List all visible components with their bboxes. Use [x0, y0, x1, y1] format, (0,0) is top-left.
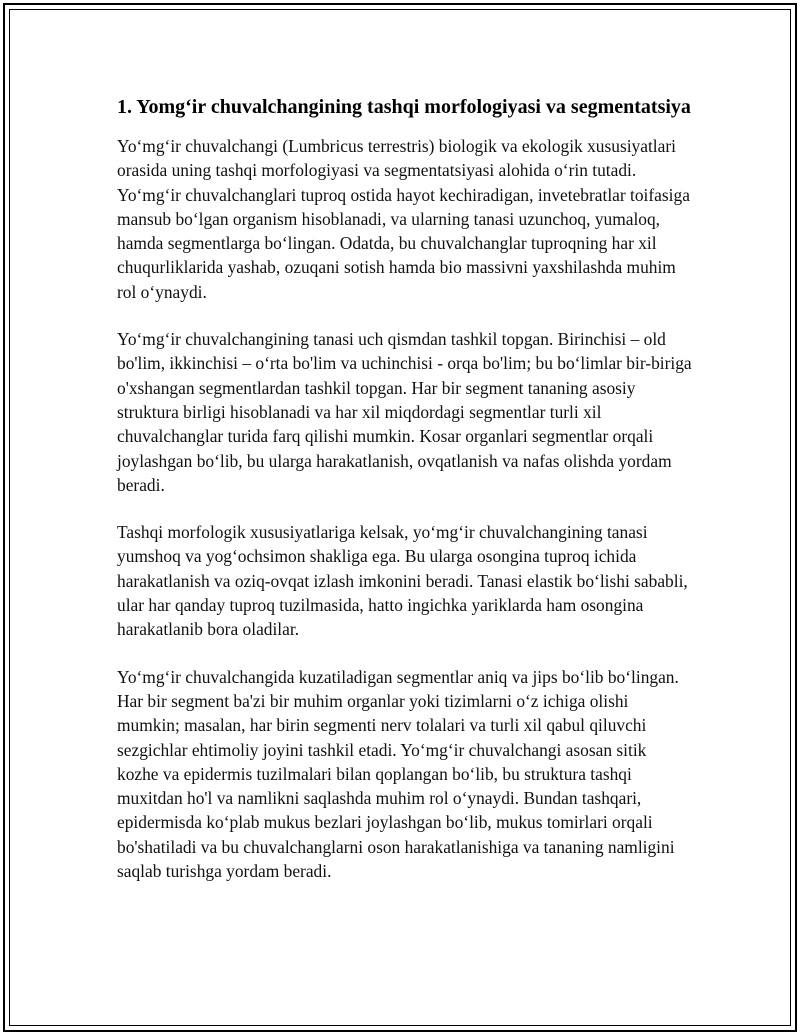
paragraph-3: Tashqi morfologik xususiyatlariga kelsak, yo‘mg‘ir chuvalchangining tanasi yumshoq va yog‘ochsimon shakliga ega. Bu ularga osongina tuproq ichida harakatlanish va oziq-ovqat izlash imkonini beradi. Tanasi elastik bo‘lishi sababli, ular har qanday tuproq tuzilmasida, hatto ingichka yariklarda ham osongina harakatlanib bora oladilar. [117, 522, 688, 640]
paragraph-1: Yo‘mg‘ir chuvalchangi (Lumbricus terrestris) biologik va ekologik xususiyatlari orasida uning tashqi morfologiyasi va segmentatsiyasi alohida o‘rin tutadi. Yo‘mg‘ir chuvalchanglari tuproq ostida hayot kechiradigan, invetebratlar toifasiga mansub bo‘lgan organism hisoblanadi, va ularning tanasi uzunchoq, yumaloq, hamda segmentlarga bo‘lingan. Odatda, bu chuvalchanglar tuproqning har xil chuqurliklarida yashab, ozuqani sotish hamda bio massivni yaxshilashda muhim rol o‘ynaydi. [117, 136, 690, 302]
section-heading: 1. Yomg‘ir chuvalchangining tashqi morfologiyasi va segmentatsiya [117, 96, 691, 118]
paragraph-4: Yo‘mg‘ir chuvalchangida kuzatiladigan segmentlar aniq va jips bo‘lib bo‘lingan. Har bir segment ba'zi bir muhim organlar yoki tizimlarni o‘z ichiga olishi mumkin; masalan, har birin segmenti nerv tolalari va turli xil qabul qiluvchi sezgichlar ehtimoliy joyini tashkil etadi. Yo‘mg‘ir chuvalchangi asosan sitik kozhe va epidermis tuzilmalari bilan qoplangan bo‘lib, bu struktura tashqi muxitdan ho'l va namlikni saqlashda muhim rol o‘ynaydi. Bundan tashqari, epidermisda ko‘plab mukus bezlari joylashgan bo‘lib, mukus tomirlari orqali bo'shatiladi va bu chuvalchanglarni oson harakatlanishiga va tananing namligini saqlab turishga yordam beradi. [117, 666, 679, 882]
paragraph-2: Yo‘mg‘ir chuvalchangining tanasi uch qismdan tashkil topgan. Birinchisi – old bo'lim, ikkinchisi – o‘rta bo'lim va uchinchisi - orqa bo'lim; bu bo‘limlar bir-biriga o'xshangan segmentlardan tashkil topgan. Har bir segment tananing asosiy struktura birligi hisoblanadi va har xil miqdordagi segmentlar turli xil chuvalchanglar turida farq qilishi mumkin. Kosar organlari segmentlar orqali joylashgan bo‘lib, bu ularga harakatlanish, ovqatlanish va nafas olishda yordam beradi. [117, 329, 692, 495]
document-body [117, 93, 692, 906]
